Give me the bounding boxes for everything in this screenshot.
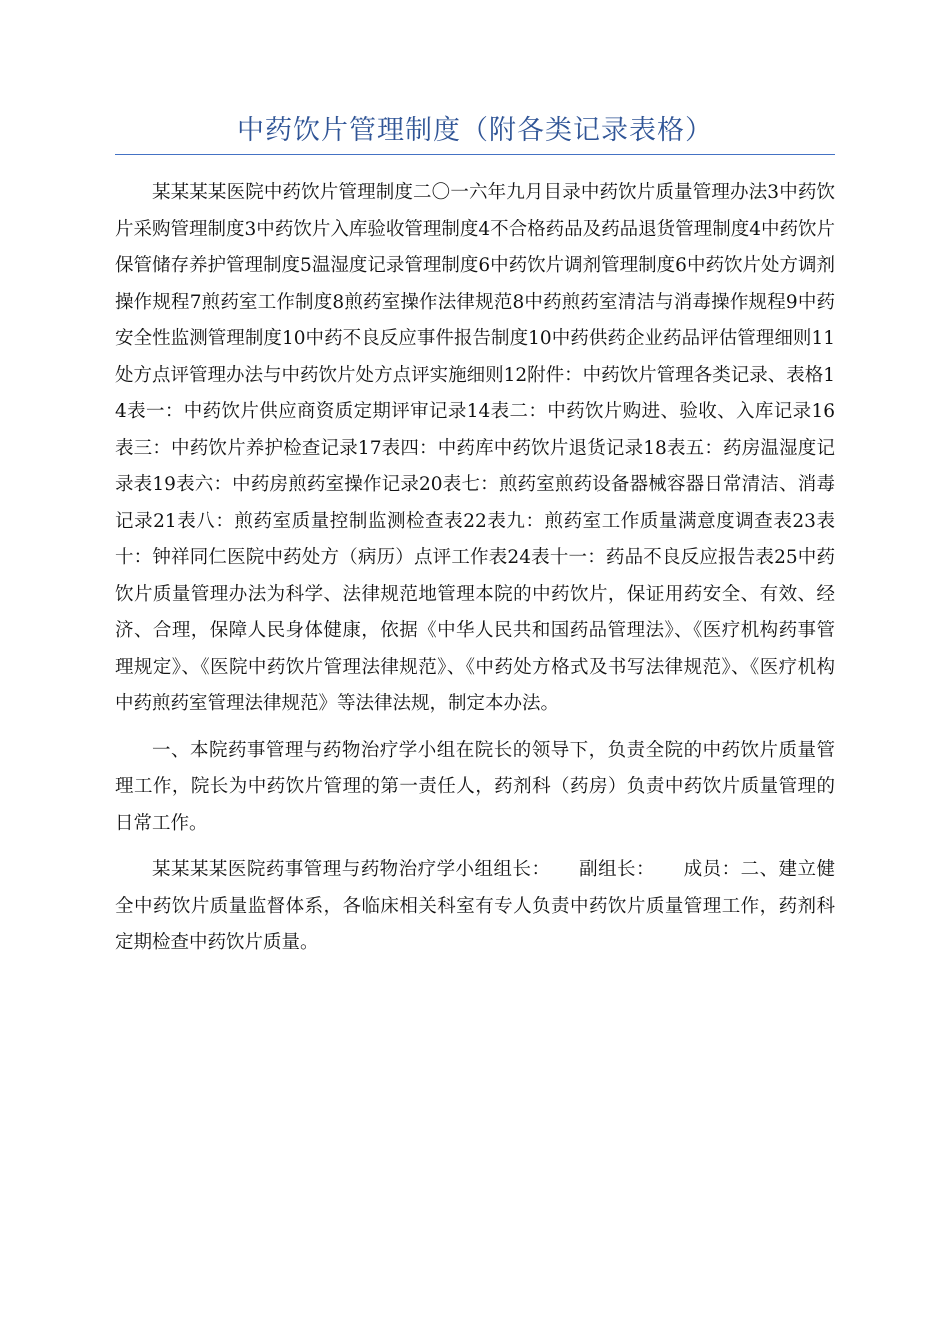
title-underline: [115, 154, 835, 155]
paragraph-committee-and-article-two: 某某某某医院药事管理与药物治疗学小组组长： 副组长： 成员：二、建立健全中药饮片质量监督体系，各临床相关科室有专人负责中药饮片质量管理工作，药剂科定期检查中药饮片质量。: [115, 859, 835, 953]
document-body: [115, 175, 835, 962]
document-title: 中药饮片管理制度（附各类记录表格）: [237, 115, 713, 146]
paragraph-table-of-contents: 某某某某医院中药饮片管理制度二〇一六年九月目录中药饮片质量管理办法3中药饮片采购管理制度3中药饮片入库验收管理制度4不合格药品及药品退货管理制度4中药饮片保管储存养护管理制度5温湿度记录管理制度6中药饮片调剂管理制度6中药饮片处方调剂操作规程7煎药室工作制度8煎药室操作法律规范8中药煎药室清洁与消毒操作规程9中药安全性监测管理制度10中药不良反应事件报告制度10中药供药企业药品评估管理细则11处方点评管理办法与中药饮片处方点评实施细则12附件：中药饮片管理各类记录、表格14表一：中药饮片供应商资质定期评审记录14表二：中药饮片购进、验收、入库记录16表三：中药饮片养护检查记录17表四：中药库中药饮片退货记录18表五：药房温湿度记录表19表六：中药房煎药室操作记录20表七：煎药室煎药设备器械容器日常清洁、消毒记录21表八：煎药室质量控制监测检查表22表九：煎药室工作质量满意度调查表23表十：钟祥同仁医院中药处方（病历）点评工作表24表十一：药品不良反应报告表25中药饮片质量管理办法为科学、法律规范地管理本院的中药饮片，保证用药安全、有效、经济、合理，保障人民身体健康，依据《中华人民共和国药品管理法》、《医疗机构药事管理规定》、《医院中药饮片管理法律规范》、《中药处方格式及书写法律规范》、《医疗机构中药煎药室管理法律规范》等法律法规，制定本办法。: [115, 182, 835, 714]
paragraph-article-one: 一、本院药事管理与药物治疗学小组在院长的领导下，负责全院的中药饮片质量管理工作，院长为中药饮片管理的第一责任人，药剂科（药房）负责中药饮片质量管理的日常工作。: [115, 739, 835, 834]
